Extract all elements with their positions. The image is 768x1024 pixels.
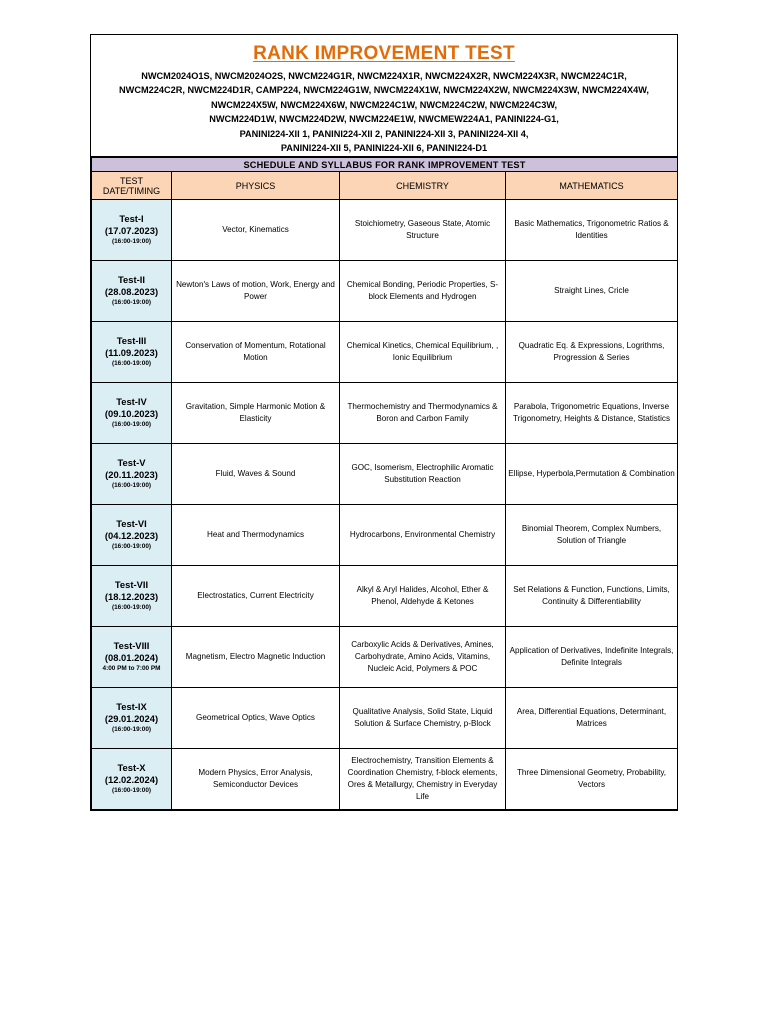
test-cell [92, 505, 172, 566]
column-header-chemistry: CHEMISTRY [340, 172, 506, 200]
test-date: (04.12.2023) [104, 530, 159, 541]
table-row [92, 627, 678, 688]
schedule-sheet [90, 34, 678, 811]
chemistry-syllabus: Hydrocarbons, Environmental Chemistry [340, 505, 506, 566]
schedule-heading: SCHEDULE AND SYLLABUS FOR RANK IMPROVEMENT TEST [92, 158, 678, 172]
physics-syllabus: Electrostatics, Current Electricity [172, 566, 340, 627]
page-title: RANK IMPROVEMENT TEST [253, 43, 515, 64]
test-time: (16:00-19:00) [111, 543, 152, 550]
test-cell [92, 749, 172, 810]
physics-syllabus: Vector, Kinematics [172, 200, 340, 261]
test-cell [92, 322, 172, 383]
test-cell [92, 566, 172, 627]
test-time: (16:00-19:00) [111, 299, 152, 306]
test-date: (12.02.2024) [104, 774, 159, 785]
chemistry-syllabus: Chemical Bonding, Periodic Properties, S-block Elements and Hydrogen [340, 261, 506, 322]
test-cell [92, 261, 172, 322]
column-header-test: TEST DATE/TIMING [92, 172, 172, 200]
test-date: (11.09.2023) [105, 347, 158, 358]
physics-syllabus: Conservation of Momentum, Rotational Motion [172, 322, 340, 383]
schedule-table [91, 157, 678, 810]
test-cell [92, 383, 172, 444]
test-name: Test-II [118, 274, 145, 285]
mathematics-syllabus: Set Relations & Function, Functions, Limits, Continuity & Differentiability [506, 566, 678, 627]
mathematics-syllabus: Application of Derivatives, Indefinite Integrals, Definite Integrals [506, 627, 678, 688]
batch-codes-line: NWCM224C2R, NWCM224D1R, CAMP224, NWCM224G1W, NWCM224X1W, NWCM224X2W, NWCM224X3W, NWCM224X4W, [119, 85, 649, 96]
test-name: Test-VII [114, 579, 149, 590]
table-row [92, 383, 678, 444]
chemistry-syllabus: GOC, Isomerism, Electrophilic Aromatic Substitution Reaction [340, 444, 506, 505]
physics-syllabus: Magnetism, Electro Magnetic Induction [172, 627, 340, 688]
test-cell [92, 200, 172, 261]
mathematics-syllabus: Parabola, Trigonometric Equations, Inverse Trigonometry, Heights & Distance, Statistics [506, 383, 678, 444]
test-date: (20.11.2023) [105, 469, 158, 480]
chemistry-syllabus: Carboxylic Acids & Derivatives, Amines, Carbohydrate, Amino Acids, Vitamins, Nucleic Acid, Polymers & POC [340, 627, 506, 688]
physics-syllabus: Heat and Thermodynamics [172, 505, 340, 566]
chemistry-syllabus: Qualitative Analysis, Solid State, Liquid Solution & Surface Chemistry, p-Block [340, 688, 506, 749]
table-row [92, 749, 678, 810]
schedule-heading-row [92, 158, 678, 172]
test-cell [92, 627, 172, 688]
physics-syllabus: Gravitation, Simple Harmonic Motion & Elasticity [172, 383, 340, 444]
test-name: Test-III [116, 335, 147, 346]
table-row [92, 322, 678, 383]
table-row [92, 444, 678, 505]
physics-syllabus: Fluid, Waves & Sound [172, 444, 340, 505]
test-name: Test-VI [116, 518, 147, 529]
mathematics-syllabus: Area, Differential Equations, Determinant, Matrices [506, 688, 678, 749]
test-date: (29.01.2024) [104, 713, 159, 724]
test-date: (08.01.2024) [104, 652, 159, 663]
test-name: Test-I [119, 213, 144, 224]
mathematics-syllabus: Three Dimensional Geometry, Probability, Vectors [506, 749, 678, 810]
schedule-rows [92, 200, 678, 810]
batch-codes-line: PANINI224-XII 1, PANINI224-XII 2, PANINI224-XII 3, PANINI224-XII 4, [239, 128, 529, 139]
table-row [92, 566, 678, 627]
test-time: (16:00-19:00) [111, 421, 152, 428]
mathematics-syllabus: Quadratic Eq. & Expressions, Logrithms, Progression & Series [506, 322, 678, 383]
test-cell [92, 444, 172, 505]
test-name: Test-IX [116, 701, 147, 712]
column-header-row [92, 172, 678, 200]
chemistry-syllabus: Stoichiometry, Gaseous State, Atomic Structure [340, 200, 506, 261]
mathematics-syllabus: Binomial Theorem, Complex Numbers, Solution of Triangle [506, 505, 678, 566]
test-time: (16:00-19:00) [111, 360, 152, 367]
test-time: (16:00-19:00) [111, 482, 152, 489]
test-name: Test-V [117, 457, 146, 468]
test-time: (16:00-19:00) [111, 604, 152, 611]
chemistry-syllabus: Thermochemistry and Thermodynamics & Boron and Carbon Family [340, 383, 506, 444]
test-name: Test-X [117, 762, 146, 773]
physics-syllabus: Geometrical Optics, Wave Optics [172, 688, 340, 749]
column-header-mathematics: MATHEMATICS [506, 172, 678, 200]
test-date: (17.07.2023) [104, 225, 159, 236]
batch-codes-line: NWCM224D1W, NWCM224D2W, NWCM224E1W, NWCMEW224A1, PANINI224-G1, [209, 114, 559, 125]
test-time: (16:00-19:00) [111, 787, 152, 794]
test-name: Test-IV [116, 396, 147, 407]
chemistry-syllabus: Alkyl & Aryl Halides, Alcohol, Ether & Phenol, Aldehyde & Ketones [340, 566, 506, 627]
mathematics-syllabus: Straight Lines, Cricle [506, 261, 678, 322]
batch-codes-line: NWCM224X5W, NWCM224X6W, NWCM224C1W, NWCM224C2W, NWCM224C3W, [210, 99, 558, 110]
test-date: (09.10.2023) [104, 408, 159, 419]
test-date: (28.08.2023) [104, 286, 159, 297]
batch-codes [91, 69, 677, 155]
header-block [91, 35, 677, 157]
table-row [92, 200, 678, 261]
chemistry-syllabus: Electrochemistry, Transition Elements & Coordination Chemistry, f-block elements, Ores & Metallurgy, Chemistry in Everyday Life [340, 749, 506, 810]
test-time: (16:00-19:00) [111, 238, 152, 245]
batch-codes-line: PANINI224-XII 5, PANINI224-XII 6, PANINI224-D1 [280, 143, 488, 154]
mathematics-syllabus: Basic Mathematics, Trigonometric Ratios & Identities [506, 200, 678, 261]
table-row [92, 688, 678, 749]
mathematics-syllabus: Ellipse, Hyperbola,Permutation & Combination [506, 444, 678, 505]
test-cell [92, 688, 172, 749]
chemistry-syllabus: Chemical Kinetics, Chemical Equilibrium, , Ionic Equilibrium [340, 322, 506, 383]
physics-syllabus: Modern Physics, Error Analysis, Semiconductor Devices [172, 749, 340, 810]
table-row [92, 261, 678, 322]
column-header-physics: PHYSICS [172, 172, 340, 200]
batch-codes-line: NWCM2024O1S, NWCM2024O2S, NWCM224G1R, NWCM224X1R, NWCM224X2R, NWCM224X3R, NWCM224C1R, [141, 71, 627, 81]
test-name: Test-VIII [113, 640, 150, 651]
table-row [92, 505, 678, 566]
test-time: (16:00-19:00) [111, 726, 152, 733]
test-time: 4:00 PM to 7:00 PM [102, 665, 161, 672]
physics-syllabus: Newton's Laws of motion, Work, Energy and Power [172, 261, 340, 322]
test-date: (18.12.2023) [104, 591, 159, 602]
